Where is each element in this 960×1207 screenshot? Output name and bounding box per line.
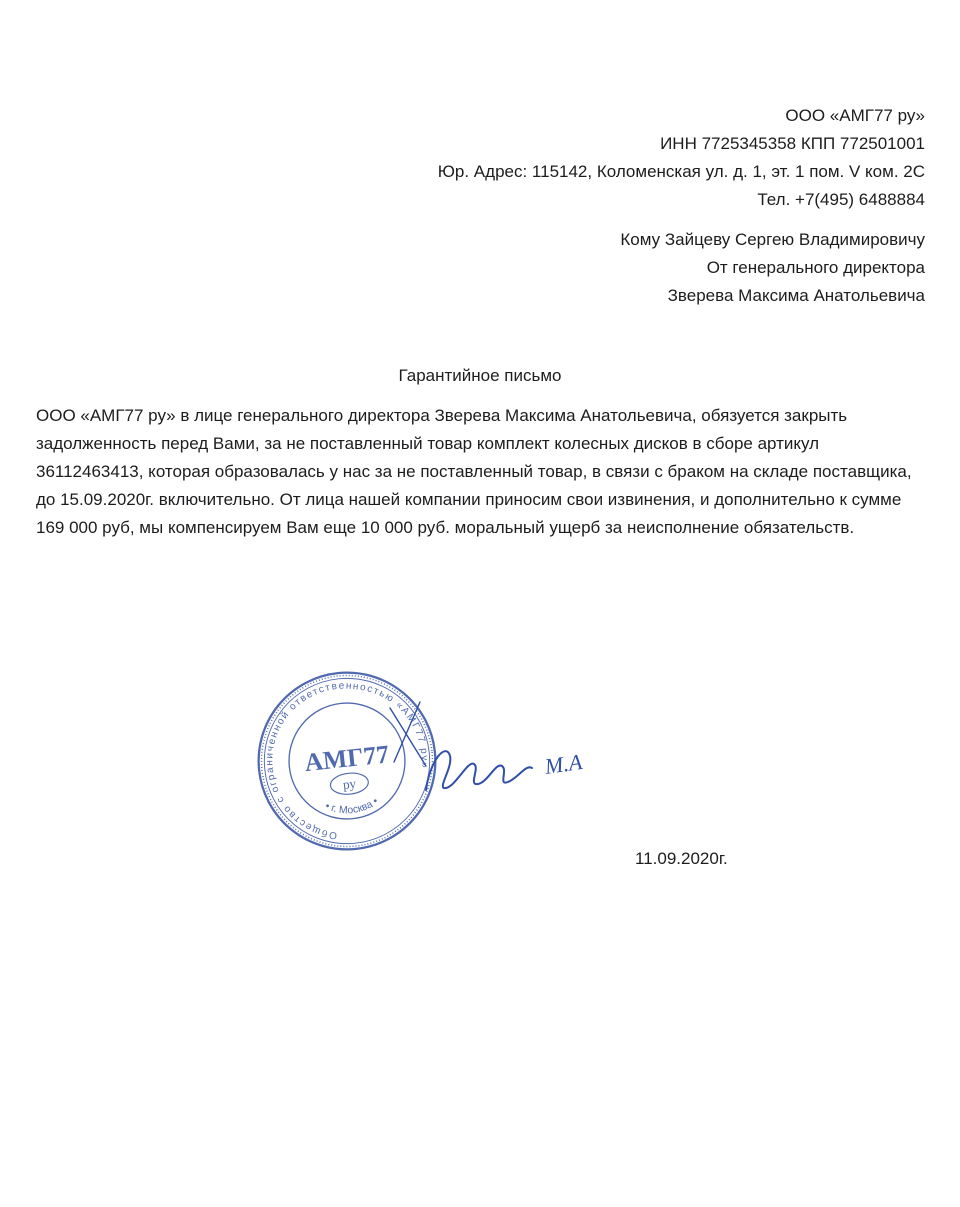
letter-body: ООО «АМГ77 ру» в лице генерального директора Зверева Максима Анатольевича, обязуется закрыть задолженность перед Вами, за не поставленный товар комплект колесных дисков в сборе артикул 36112463413, которая образовалась у нас за не поставленный товар, в связи с браком на складе поставщика, до 15.09.2020г. включительно. От лица нашей компании приносим свои извинения, и дополнительно к сумме 169 000 руб, мы компенсируем Вам еще 10 000 руб. моральный ущерб за неисполнение обязательств. xyxy=(36,406,912,537)
signature-initials: М.А xyxy=(543,749,584,779)
recipient-from-role: От генерального директора xyxy=(706,258,925,277)
stamp-city-text: • г. Москва • xyxy=(323,796,381,817)
stamp-ring-text: Общество с ограниченной ответственностью «АМГ77 ру» xyxy=(264,680,430,841)
stamp-center-sub: ру xyxy=(342,775,357,793)
recipient-from-name: Зверева Максима Анатольевича xyxy=(667,286,925,305)
signature xyxy=(368,678,618,828)
company-name: ООО «АМГ77 ру» xyxy=(785,106,925,125)
letter-date: 11.09.2020г. xyxy=(635,849,728,868)
company-inn-kpp: ИНН 7725345358 КПП 772501001 xyxy=(660,134,925,153)
letter-title: Гарантийное письмо xyxy=(398,366,562,385)
company-phone: Тел. +7(495) 6488884 xyxy=(757,190,925,209)
recipient-to: Кому Зайцеву Сергею Владимировичу xyxy=(620,230,925,249)
signature-cross-stroke-2 xyxy=(394,702,420,762)
signature-scribble xyxy=(426,751,532,790)
company-address: Юр. Адрес: 115142, Коломенская ул. д. 1, эт. 1 пом. V ком. 2С xyxy=(437,162,925,181)
stamp-center-name: АМГ77 xyxy=(303,739,391,778)
recipient-block xyxy=(0,226,925,310)
sender-block xyxy=(0,102,925,214)
